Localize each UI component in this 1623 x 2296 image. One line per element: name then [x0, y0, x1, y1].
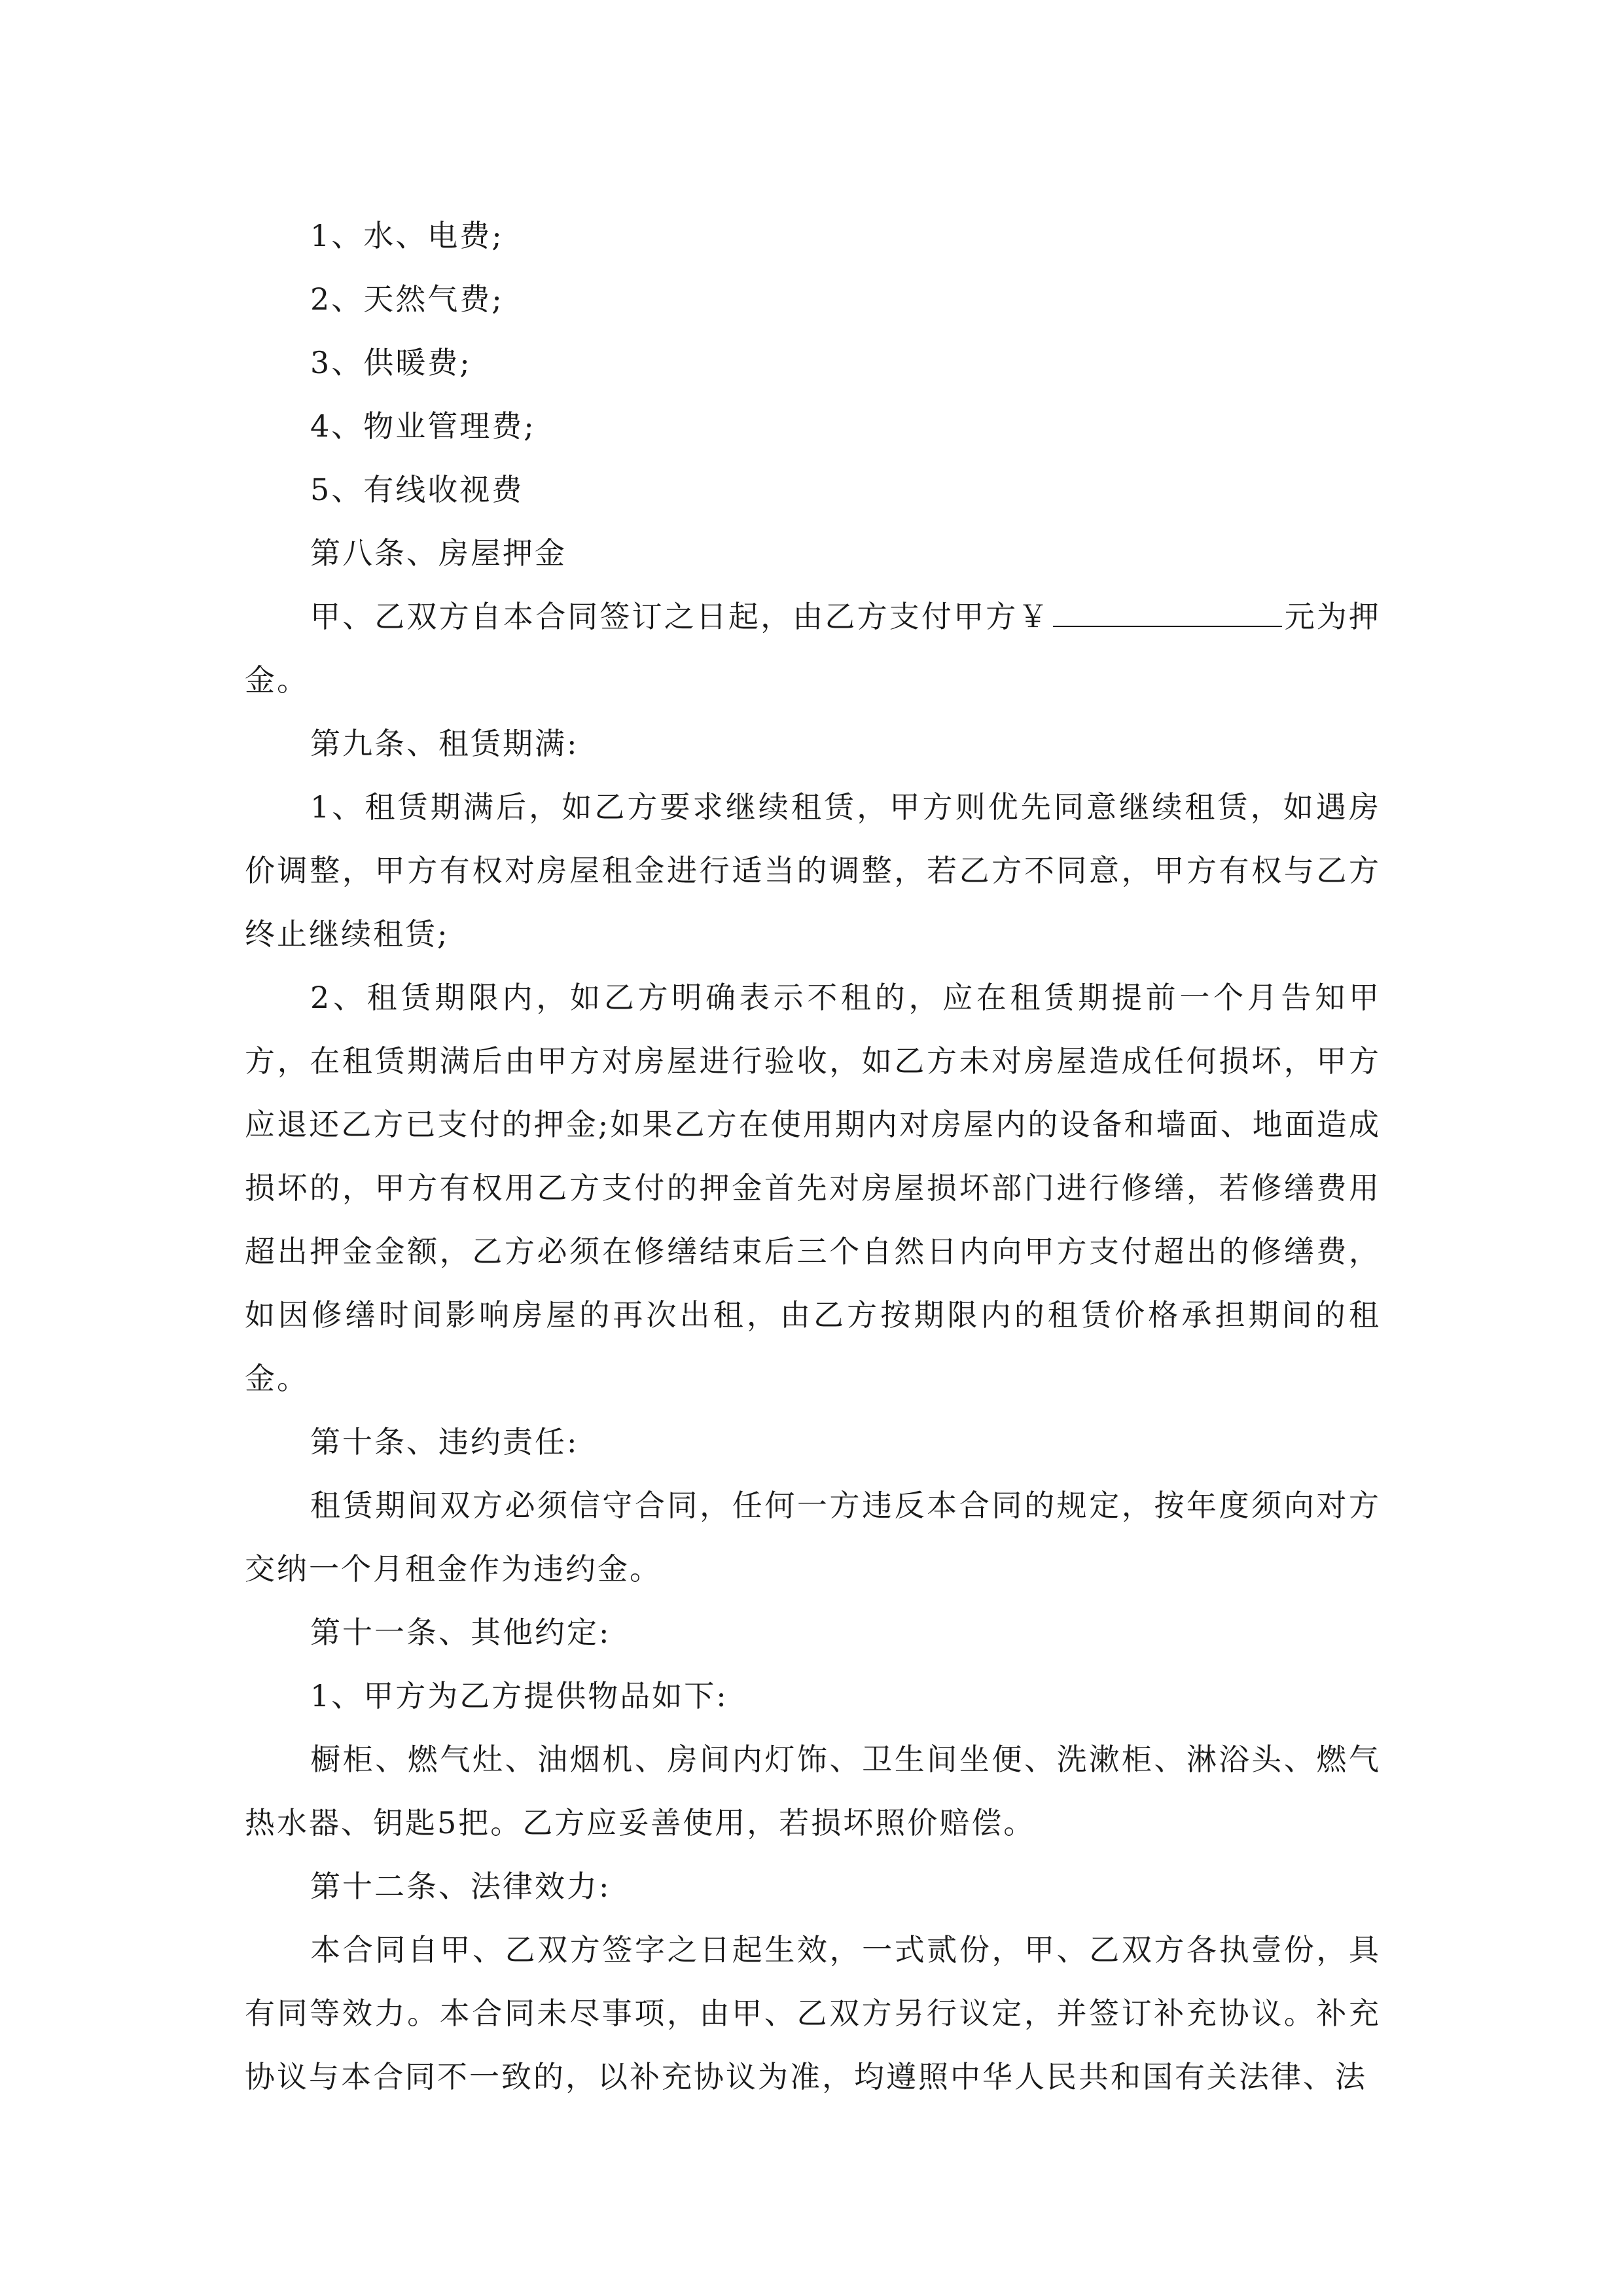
breach-clause: 租赁期间双方必须信守合同，任何一方违反本合同的规定，按年度须向对方交纳一个月租金作为违约金。 [245, 1488, 1381, 1587]
section-heading-10: 第十条、违约责任: [310, 1424, 579, 1460]
deposit-text-after: 元为押金。 [245, 599, 1382, 698]
section-heading-12: 第十二条、法律效力: [310, 1869, 611, 1904]
section-heading-9: 第九条、租赁期满: [310, 726, 579, 761]
legal-effect-clause: 本合同自甲、乙双方签字之日起生效，一式贰份，甲、乙双方各执壹份，具有同等效力。本合同未尽事项，由甲、乙双方另行议定，并签订补充协议。补充协议与本合同不一致的，以补充协议为准，均遵照中华人民共和国有关法律、法 [245, 1932, 1381, 2094]
list-item-property-fee: 4、物业管理费; [310, 408, 536, 444]
deposit-paragraph [245, 585, 1381, 712]
deposit-amount-blank [1053, 600, 1282, 627]
deposit-text-before: 甲、乙双方自本合同签订之日起，由乙方支付甲方￥ [310, 599, 1050, 634]
other-terms-clause-1: 1、甲方为乙方提供物品如下: [310, 1678, 728, 1713]
list-item-gas: 2、天然气费; [310, 281, 504, 317]
list-item-heating: 3、供暖费; [310, 345, 472, 380]
lease-expiry-clause-1: 1、租赁期满后，如乙方要求继续租赁，甲方则优先同意继续租赁，如遇房价调整，甲方有权对房屋租金进行适当的调整，若乙方不同意，甲方有权与乙方终止继续租赁; [245, 789, 1381, 952]
section-heading-8: 第八条、房屋押金 [310, 535, 567, 571]
document-body [245, 204, 1381, 2109]
list-item-utilities: 1、水、电费; [310, 218, 504, 253]
provided-items-list: 橱柜、燃气灶、油烟机、房间内灯饰、卫生间坐便、洗漱柜、淋浴头、燃气热水器、钥匙5把。乙方应妥善使用，若损坏照价赔偿。 [245, 1742, 1381, 1840]
section-heading-11: 第十一条、其他约定: [310, 1615, 611, 1650]
list-item-cable-tv: 5、有线收视费 [310, 472, 524, 507]
lease-expiry-clause-2: 2、租赁期限内，如乙方明确表示不租的，应在租赁期提前一个月告知甲方，在租赁期满后由甲方对房屋进行验收，如乙方未对房屋造成任何损坏，甲方应退还乙方已支付的押金;如果乙方在使用期内对房屋内的设备和墙面、地面造成损坏的，甲方有权用乙方支付的押金首先对房屋损坏部门进行修缮，若修缮费用超出押金金额，乙方必须在修缮结束后三个自然日内向甲方支付超出的修缮费，如因修缮时间影响房屋的再次出租，由乙方按期限内的租赁价格承担期间的租金。 [245, 980, 1381, 1396]
